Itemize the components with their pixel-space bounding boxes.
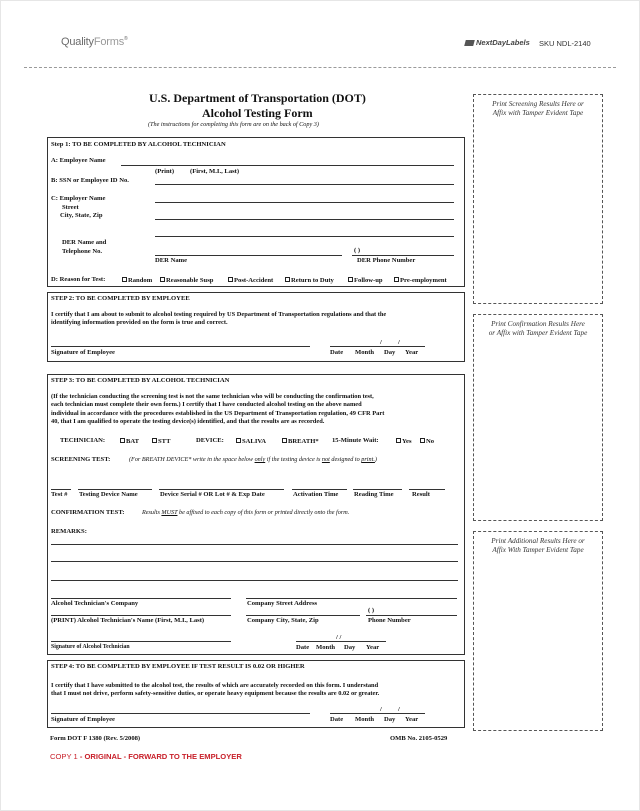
der-phone-field[interactable]: [352, 255, 454, 256]
additional-results-box[interactable]: [473, 531, 603, 731]
employer-name-field[interactable]: [155, 202, 454, 203]
street-label: Street: [62, 204, 79, 211]
tech-company-caption: Alcohol Technician's Company: [51, 600, 139, 607]
reason-random-label: Random: [128, 277, 153, 284]
print-hint: (Print): [155, 168, 175, 175]
step4-month-caption: Month: [355, 716, 375, 723]
reason-pre-employment[interactable]: [394, 277, 447, 284]
tech-date-field[interactable]: [296, 641, 386, 642]
screening-note-b: if the testing device is: [266, 456, 321, 463]
remarks-line-2[interactable]: [51, 561, 458, 562]
step3-para-line2: each technician must complete their own form.) I certify that I have conducted alcohol testing on the above named: [51, 401, 362, 408]
step2-month-caption: Month: [355, 349, 375, 356]
reason-reasonable-susp[interactable]: [160, 277, 213, 284]
saliva-label: SALIVA: [242, 438, 267, 445]
screening-results-box[interactable]: [473, 94, 603, 304]
der-label-line1: DER Name and: [62, 239, 107, 246]
checkbox-icon: [236, 438, 241, 443]
step2-year-caption: Year: [405, 349, 419, 356]
logo-mark: ®: [124, 36, 128, 42]
step2-certify-line1: I certify that I am about to submit to alcohol testing required by US Department of Transportation regulations and that the: [51, 311, 387, 318]
tech-date-slashes: / /: [336, 634, 342, 641]
checkbox-icon: [228, 277, 233, 282]
step4-heading: STEP 4: TO BE COMPLETED BY EMPLOYEE IF TEST RESULT IS 0.02 OR HIGHER: [51, 663, 305, 670]
employee-name-label: A: Employee Name: [51, 157, 106, 164]
checkbox-icon: [348, 277, 353, 282]
company-street-field[interactable]: [246, 598, 457, 599]
step4-year-caption: Year: [405, 716, 419, 723]
step4-date-slash2: /: [398, 706, 400, 713]
employee-signature-field[interactable]: [51, 346, 310, 347]
device-serial-field[interactable]: [159, 489, 284, 490]
city-label: City, State, Zip: [60, 212, 103, 219]
der-phone-paren: ( ): [354, 247, 361, 254]
col-device-name: Testing Device Name: [79, 491, 138, 498]
confirmation-note: [142, 510, 349, 516]
tech-phone-paren: ( ): [368, 607, 375, 614]
screening-note: [129, 457, 377, 463]
copy-instruction: - ORIGINAL - FORWARD TO THE EMPLOYER: [77, 752, 242, 761]
step2-date-field[interactable]: [330, 346, 425, 347]
name-hint: (First, M.I., Last): [190, 168, 240, 175]
step4-date-slash1: /: [380, 706, 382, 713]
step1-heading: Step 1: TO BE COMPLETED BY ALCOHOL TECHNICIAN: [51, 141, 226, 148]
confirmation-note-line2: or Affix with Tamper Evident Tape: [488, 329, 588, 338]
der-name-field[interactable]: [155, 255, 342, 256]
tech-date-caption: Date: [296, 644, 310, 651]
device-label: DEVICE:: [196, 437, 224, 444]
screening-note-close: ): [374, 456, 377, 463]
test-number-field[interactable]: [51, 489, 71, 490]
reason-reasonable-label: Reasonable Susp: [166, 277, 214, 284]
wait-yes[interactable]: [396, 438, 412, 445]
step4-date-caption: Date: [330, 716, 344, 723]
confirmation-note-line1: Print Confirmation Results Here: [491, 320, 585, 328]
screening-note-line2: Affix with Tamper Evident Tape: [492, 109, 584, 118]
sku-label: SKU NDL-2140: [539, 39, 591, 48]
step3-para-line1: (If the technician conducting the screening test is not the same technician who will be conducting the confirmation test,: [51, 393, 374, 400]
employer-name-label: C: Employer Name: [51, 195, 106, 202]
tech-phone-caption: Phone Number: [368, 617, 411, 624]
employer-street-field[interactable]: [155, 219, 454, 220]
device-name-field[interactable]: [78, 489, 152, 490]
technician-stt[interactable]: [152, 438, 170, 445]
checkbox-icon: [394, 277, 399, 282]
reason-return-to-duty[interactable]: [285, 277, 334, 284]
reading-time-field[interactable]: [353, 489, 402, 490]
step3-para-line3: individual in accordance with the procedures established in the US Department of Transportation regulation, 49 CFR Part: [51, 410, 385, 417]
checkbox-icon: [152, 438, 157, 443]
ssn-label: B: SSN or Employee ID No.: [51, 177, 129, 184]
ssn-field[interactable]: [155, 184, 454, 185]
additional-results-note: [476, 537, 600, 556]
screening-results-note: [476, 100, 600, 119]
form-subtitle: Alcohol Testing Form: [202, 106, 313, 120]
tech-month-caption: Month: [316, 644, 336, 651]
checkbox-icon: [282, 438, 287, 443]
reason-return-label: Return to Duty: [291, 277, 334, 284]
screening-note-c: designed to: [331, 456, 360, 463]
device-breath[interactable]: [282, 438, 319, 445]
step4-day-caption: Day: [384, 716, 396, 723]
screening-note-only: only: [254, 456, 266, 463]
tech-name-caption: (PRINT) Alcohol Technician's Name (First, M.I., Last): [51, 617, 205, 624]
step2-date-slash1: /: [380, 339, 382, 346]
company-city-caption: Company City, State, Zip: [247, 617, 319, 624]
employee-name-field[interactable]: [121, 165, 454, 166]
reason-post-accident[interactable]: [228, 277, 273, 284]
logo-quality: Quality: [61, 36, 94, 48]
omb-number: OMB No. 2105-0529: [390, 735, 448, 742]
step2-certify-line2: identifying information provided on the form is true and correct.: [51, 319, 228, 326]
copy-label: [50, 752, 242, 761]
form-title: U.S. Department of Transportation (DOT): [149, 91, 366, 105]
checkbox-icon: [420, 438, 425, 443]
der-phone-caption: DER Phone Number: [357, 257, 416, 264]
der-name-caption: DER Name: [155, 257, 188, 264]
screening-note-not: not: [321, 456, 330, 463]
quality-forms-logo: [61, 36, 128, 48]
additional-note-line2: Affix With Tamper Evident Tape: [492, 546, 584, 555]
reason-pre-employment-label: Pre-employment: [400, 277, 447, 284]
reason-random[interactable]: [122, 277, 152, 284]
col-result: Result: [412, 491, 430, 498]
remarks-line-3[interactable]: [51, 580, 458, 581]
copy-number: COPY 1: [50, 752, 78, 761]
tech-day-caption: Day: [344, 644, 356, 651]
breath-label: BREATH*: [288, 438, 319, 445]
wait-label: 15-Minute Wait:: [332, 437, 379, 444]
employee-signature-caption: Signature of Employee: [51, 349, 115, 356]
step3-para-line4: 40, that I am qualified to operate the testing device(s) identified, and that the results are as recorded.: [51, 418, 325, 425]
tech-year-caption: Year: [366, 644, 380, 651]
confirmation-results-box[interactable]: [473, 314, 603, 521]
checkbox-icon: [396, 438, 401, 443]
reason-post-accident-label: Post-Accident: [234, 277, 274, 284]
device-saliva[interactable]: [236, 438, 266, 445]
step2-date-slash2: /: [398, 339, 400, 346]
additional-note-line1: Print Additional Results Here or: [491, 537, 585, 545]
result-field[interactable]: [409, 489, 445, 490]
confirmation-note-must: MUST: [161, 509, 178, 516]
confirmation-results-note: [476, 320, 600, 339]
confirmation-note-a: Results: [142, 509, 160, 516]
checkbox-icon: [122, 277, 127, 282]
employer-city-field[interactable]: [155, 236, 454, 237]
confirmation-test-label: CONFIRMATION TEST:: [51, 509, 125, 516]
col-test-number: Test #: [51, 491, 68, 498]
logo-forms: Forms: [93, 36, 125, 48]
tech-signature-caption: Signature of Alcohol Technician: [51, 644, 130, 650]
checkbox-icon: [285, 277, 290, 282]
step2-date-caption: Date: [330, 349, 344, 356]
screening-test-label: SCREENING TEST:: [51, 456, 111, 463]
remarks-line-1[interactable]: [51, 544, 458, 545]
checkbox-icon: [120, 438, 125, 443]
tech-phone-field[interactable]: [366, 615, 457, 616]
nextday-icon: [464, 40, 475, 46]
der-label-line2: Telephone No.: [62, 248, 103, 255]
step4-certify-line2: that I must not drive, perform safety-sensitive duties, or operate heavy equipment because the results are 0.02 or greater.: [51, 690, 380, 697]
screening-note-line1: Print Screening Results Here or: [492, 100, 584, 108]
step3-heading: STEP 3: TO BE COMPLETED BY ALCOHOL TECHNICIAN: [51, 377, 230, 384]
step4-signature-field[interactable]: [51, 713, 310, 714]
technician-bat[interactable]: [120, 438, 139, 445]
form-number: Form DOT F 1380 (Rev. 5/2008): [50, 735, 141, 742]
tech-name-field[interactable]: [51, 615, 231, 616]
reason-label: D: Reason for Test:: [51, 276, 106, 283]
step4-date-field[interactable]: [330, 713, 425, 714]
company-city-field[interactable]: [246, 615, 360, 616]
col-activation-time: Activation Time: [293, 491, 339, 498]
step4-certify-line1: I certify that I have submitted to the alcohol test, the results of which are accurately recorded on this form. I understand: [51, 682, 379, 689]
stt-label: STT: [158, 438, 171, 445]
tech-company-field[interactable]: [51, 598, 231, 599]
technician-label: TECHNICIAN:: [60, 437, 106, 444]
tear-line: [24, 67, 616, 68]
col-device-serial: Device Serial # OR Lot # & Exp Date: [160, 491, 265, 498]
step2-day-caption: Day: [384, 349, 396, 356]
bat-label: BAT: [126, 438, 140, 445]
confirmation-note-b: be affixed to each copy of this form or printed directly onto the form.: [179, 509, 350, 516]
screening-note-print: print.: [361, 456, 375, 463]
nextday-logo: [465, 38, 530, 47]
reason-follow-up[interactable]: [348, 277, 383, 284]
company-street-caption: Company Street Address: [247, 600, 318, 607]
step2-heading: STEP 2: TO BE COMPLETED BY EMPLOYEE: [51, 295, 190, 302]
col-reading-time: Reading Time: [354, 491, 394, 498]
yes-label: Yes: [402, 438, 412, 445]
instructions-note: (The instructions for completing this form are on the back of Copy 3): [148, 121, 319, 128]
nextday-text: NextDayLabels: [476, 38, 530, 47]
step4-signature-caption: Signature of Employee: [51, 716, 115, 723]
activation-time-field[interactable]: [292, 489, 347, 490]
no-label: No: [426, 438, 435, 445]
checkbox-icon: [160, 277, 165, 282]
wait-no[interactable]: [420, 438, 434, 445]
remarks-label: REMARKS:: [51, 528, 87, 535]
reason-follow-up-label: Follow-up: [354, 277, 383, 284]
screening-note-a: (For BREATH DEVICE* write in the space below: [129, 456, 254, 463]
tech-signature-field[interactable]: [51, 641, 231, 642]
